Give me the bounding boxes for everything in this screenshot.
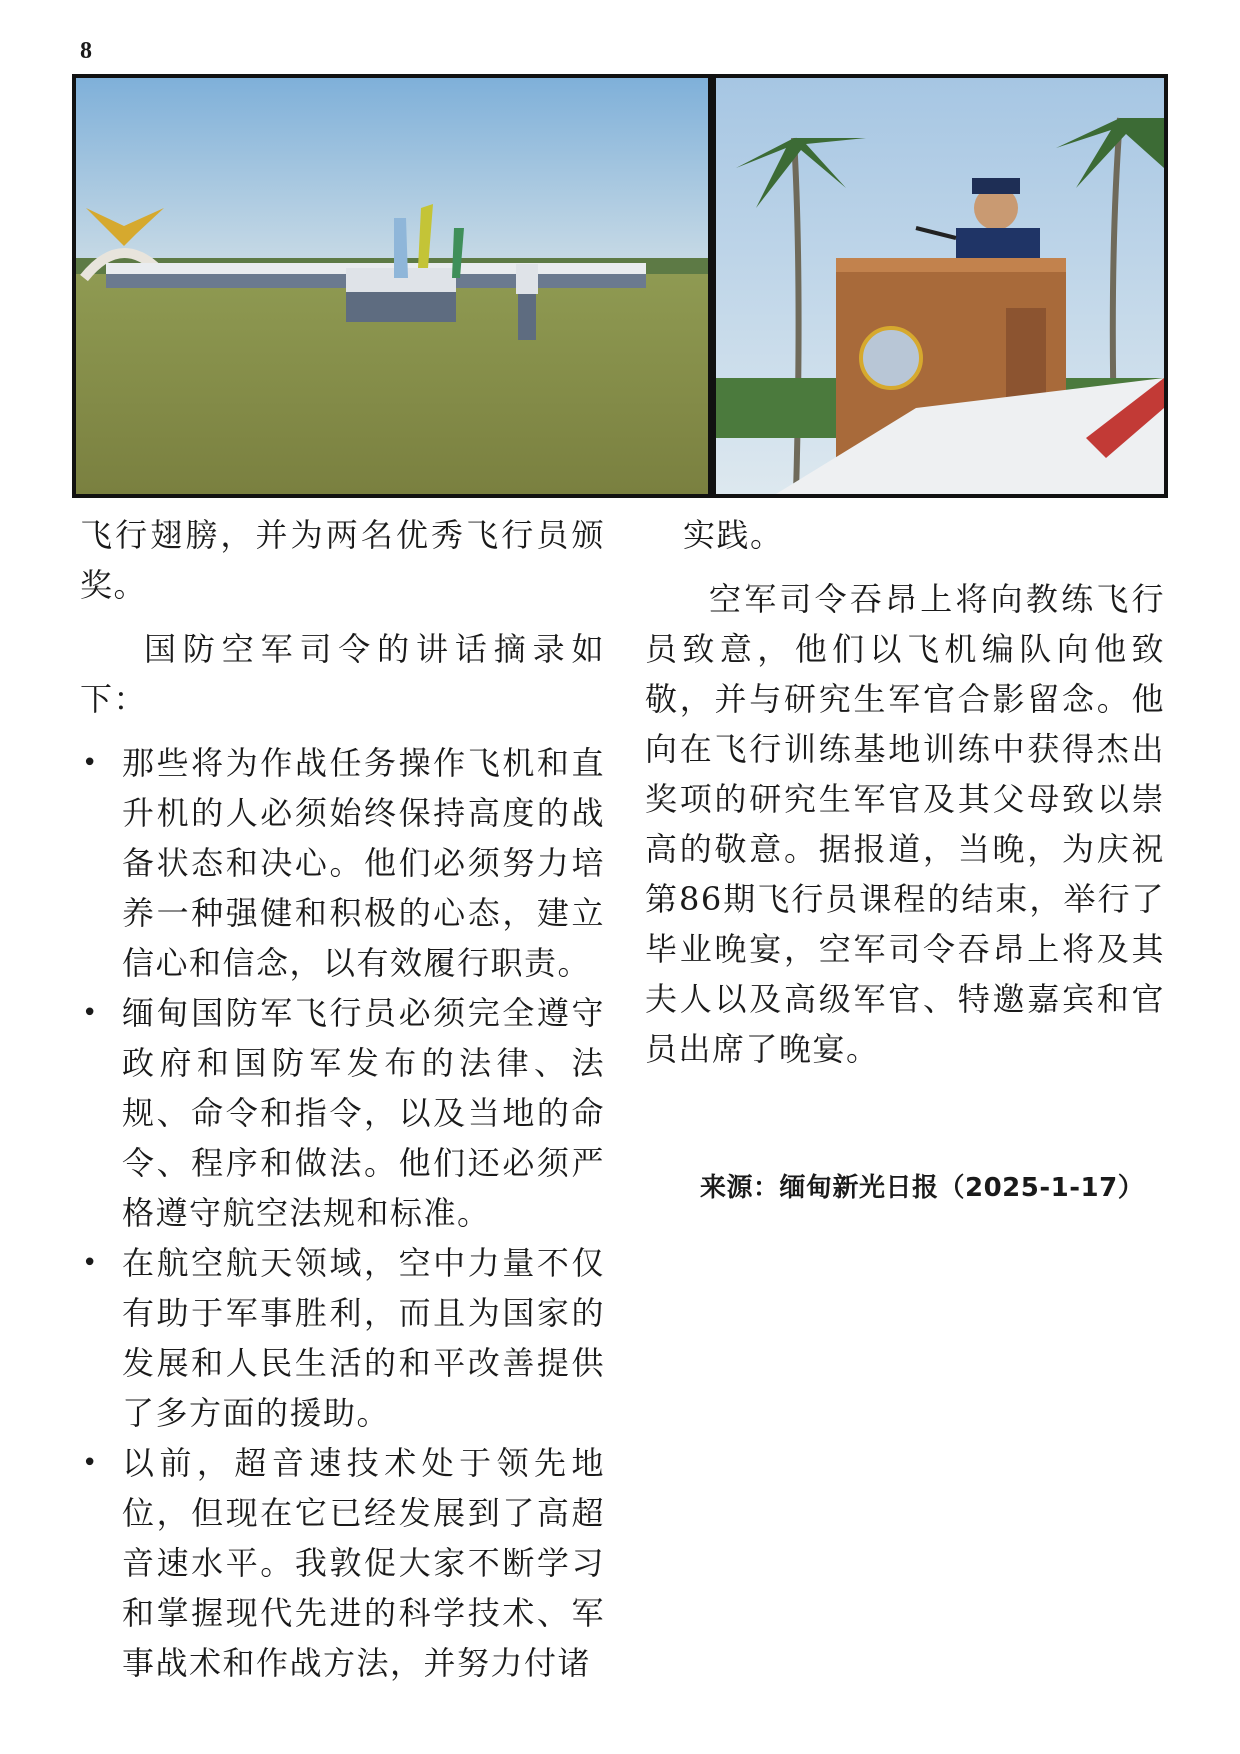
bullet-icon: •: [82, 748, 99, 778]
right-continuation-text: 实践。: [683, 516, 784, 554]
bullet-icon: •: [82, 1448, 99, 1478]
speech-bullet-list: [80, 738, 605, 1688]
left-column: [80, 510, 605, 1688]
bullet-text: 缅甸国防军飞行员必须完全遵守政府和国防军发布的法律、法规、命令和指令，以及当地的命令、程序和做法。他们还必须严格遵守航空法规和标准。: [122, 994, 605, 1232]
bullet-text: 以前，超音速技术处于领先地位，但现在它已经发展到了高超音速水平。我敦促大家不断学习和掌握现代先进的科学技术、军事战术和作战方法，并努力付诸: [122, 1444, 605, 1682]
bullet-item: [80, 738, 605, 988]
closing-paragraph: 空军司令吞昂上将向教练飞行员致意，他们以飞机编队向他致敬，并与研究生军官合影留念。他向在飞行训练基地训练中获得杰出奖项的研究生军官及其父母致以崇高的敬意。据报道，当晚，为庆祝第86期飞行员课程的结束，举行了毕业晚宴，空军司令吞昂上将及其夫人以及高级军官、特邀嘉宾和官员出席了晚宴。: [645, 580, 1165, 1068]
speaker-photo: [716, 78, 1164, 494]
parade-photo: [76, 78, 708, 494]
bullet-item: [80, 1438, 605, 1688]
bullet-icon: •: [82, 998, 99, 1028]
page-number: 8: [80, 38, 92, 64]
source-credit: 来源：缅甸新光日报（2025-1-17）: [700, 1173, 1145, 1203]
bullet-text: 那些将为作战任务操作飞机和直升机的人必须始终保持高度的战备状态和决心。他们必须努力培养一种强健和积极的心态，建立信心和信念，以有效履行职责。: [122, 744, 605, 982]
speech-intro: 国防空军司令的讲话摘录如下：: [80, 630, 605, 718]
bullet-item: [80, 988, 605, 1238]
bullet-item: [80, 1238, 605, 1438]
right-column: [645, 510, 1165, 1088]
bullet-text: 在航空航天领域，空中力量不仅有助于军事胜利，而且为国家的发展和人民生活的和平改善提供了多方面的援助。: [122, 1244, 605, 1432]
bullet-icon: •: [82, 1248, 99, 1278]
left-continuation-text: 飞行翅膀，并为两名优秀飞行员颁奖。: [80, 516, 605, 604]
photo-strip: [72, 74, 1168, 498]
